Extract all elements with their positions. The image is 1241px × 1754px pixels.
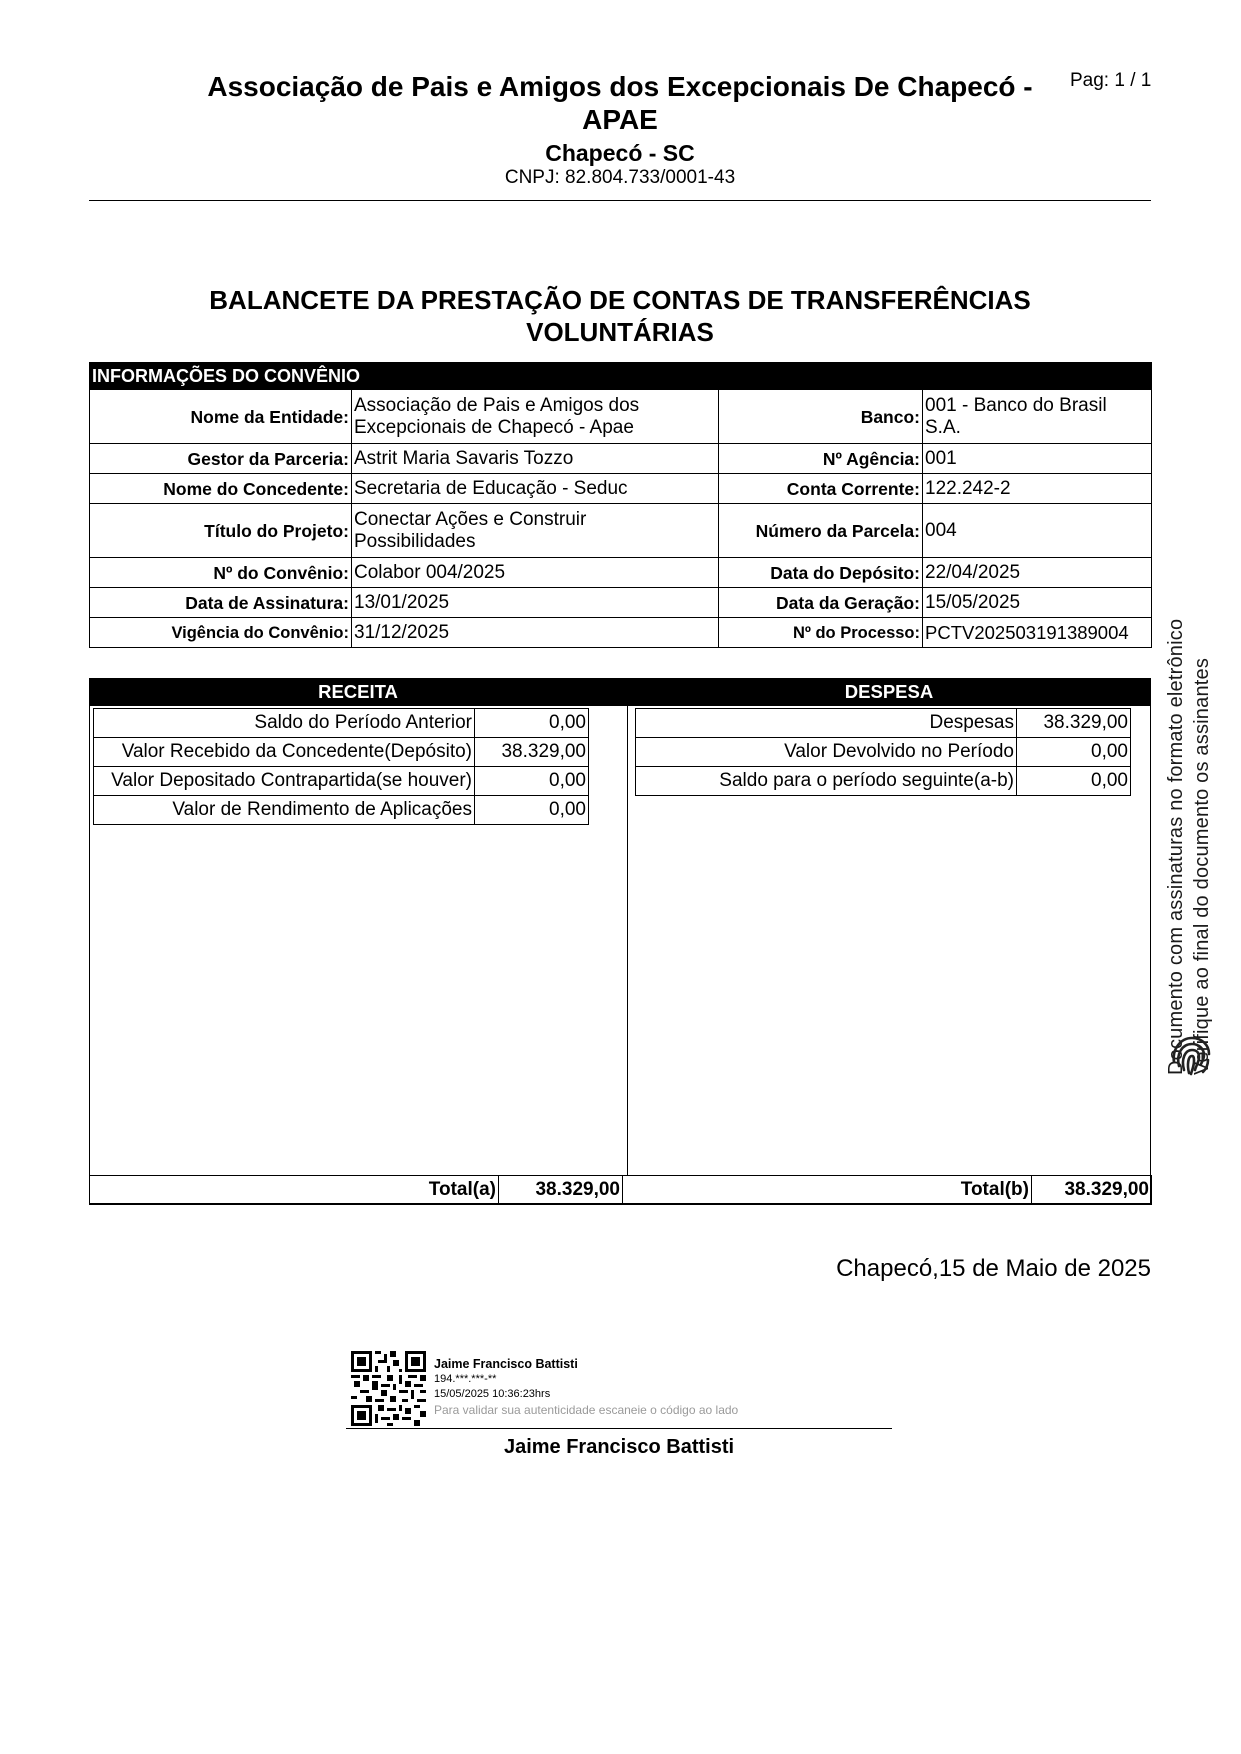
signature-date-label: Data de Assinatura: [90, 588, 352, 618]
org-name-line2: APAE [582, 104, 658, 135]
bank-value [923, 390, 1152, 444]
revenue-label: Saldo do Período Anterior [94, 709, 475, 738]
entity-name-label: Nome da Entidade: [90, 390, 352, 444]
account-label: Conta Corrente: [719, 474, 923, 504]
revenue-row [94, 796, 589, 825]
validity-label: Vigência do Convênio: [90, 618, 352, 648]
project-title-line1: Conectar Ações e Construir [354, 508, 587, 530]
total-a-label: Total(a) [90, 1176, 499, 1205]
entity-name-value [352, 390, 719, 444]
expense-value: 0,00 [1017, 738, 1131, 767]
expense-row [636, 738, 1131, 767]
expense-row [636, 709, 1131, 738]
validity-value: 31/12/2025 [352, 618, 719, 648]
bank-label: Banco: [719, 390, 923, 444]
total-b-value: 38.329,00 [1032, 1176, 1152, 1205]
bank-line1: 001 - Banco do Brasil [925, 394, 1107, 416]
signer-name: Jaime Francisco Battisti [503, 1436, 735, 1458]
expense-header: DESPESA [844, 681, 934, 702]
organization-name [180, 70, 1060, 136]
expense-table [635, 708, 1131, 796]
grantor-label: Nome do Concedente: [90, 474, 352, 504]
partnership-manager-label: Gestor da Parceria: [90, 444, 352, 474]
revenue-row [94, 709, 589, 738]
total-a-value: 38.329,00 [499, 1176, 623, 1205]
generation-date-value: 15/05/2025 [923, 588, 1152, 618]
revenue-label: Valor de Rendimento de Aplicações [94, 796, 475, 825]
total-b-label: Total(b) [623, 1176, 1032, 1205]
city-label: Chapecó - SC [545, 140, 695, 166]
revenue-value: 38.329,00 [475, 738, 589, 767]
agreement-info-table [89, 362, 1152, 648]
expense-label: Valor Devolvido no Período [636, 738, 1017, 767]
signature-datetime: 15/05/2025 10:36:23hrs [434, 1388, 551, 1400]
bank-line2: S.A. [925, 416, 961, 438]
generation-date-label: Data da Geração: [719, 588, 923, 618]
totals-row [89, 1175, 1152, 1205]
page-number: Pag: 1 / 1 [1070, 70, 1152, 91]
signer-id: 194.***.***-** [434, 1373, 497, 1385]
stamp-line1: Documento com assinaturas no formato eletrônico [1165, 618, 1187, 1075]
header-divider [89, 200, 1151, 201]
installment-label: Número da Parcela: [719, 504, 923, 558]
agency-value: 001 [923, 444, 1152, 474]
process-number-label: Nº do Processo: [719, 618, 923, 648]
agreement-number-label: Nº do Convênio: [90, 558, 352, 588]
agreement-info-header: INFORMAÇÕES DO CONVÊNIO [90, 363, 1152, 390]
project-title-value [352, 504, 719, 558]
revenue-value: 0,00 [475, 767, 589, 796]
revenue-label: Valor Recebido da Concedente(Depósito) [94, 738, 475, 767]
revenue-row [94, 767, 589, 796]
document-title [170, 284, 1070, 348]
fingerprint-icon [1168, 1032, 1214, 1078]
revenue-table [93, 708, 589, 825]
expense-value: 38.329,00 [1017, 709, 1131, 738]
revenue-value: 0,00 [475, 709, 589, 738]
revenue-header: RECEITA [318, 681, 398, 702]
revenue-value: 0,00 [475, 796, 589, 825]
process-number-value: PCTV202503191389004 [923, 618, 1152, 648]
validation-note: Para validar sua autenticidade escaneie o código ao lado [434, 1403, 739, 1417]
expense-label: Saldo para o período seguinte(a-b) [636, 767, 1017, 796]
signature-date-value: 13/01/2025 [352, 588, 719, 618]
qr-code-icon [351, 1351, 426, 1426]
document-title-line2: VOLUNTÁRIAS [526, 317, 714, 347]
balance-column-divider [627, 706, 628, 1176]
agency-label: Nº Agência: [719, 444, 923, 474]
entity-name-line2: Excepcionais de Chapecó - Apae [354, 416, 634, 438]
electronic-signature-stamp [1163, 619, 1215, 1075]
entity-name-line1: Associação de Pais e Amigos dos [354, 394, 640, 416]
deposit-date-value: 22/04/2025 [923, 558, 1152, 588]
document-title-line1: BALANCETE DA PRESTAÇÃO DE CONTAS DE TRANSFERÊNCIAS [209, 285, 1031, 315]
grantor-value: Secretaria de Educação - Seduc [352, 474, 719, 504]
project-title-line2: Possibilidades [354, 530, 476, 552]
signature-line [346, 1428, 892, 1429]
project-title-label: Título do Projeto: [90, 504, 352, 558]
org-name-line1: Associação de Pais e Amigos dos Excepcionais De Chapecó - [207, 71, 1033, 102]
account-value: 122.242-2 [923, 474, 1152, 504]
signer-name-small: Jaime Francisco Battisti [434, 1357, 578, 1371]
installment-value: 004 [923, 504, 1152, 558]
partnership-manager-value: Astrit Maria Savaris Tozzo [352, 444, 719, 474]
agreement-number-value: Colabor 004/2025 [352, 558, 719, 588]
balance-header-bar [89, 678, 1151, 706]
revenue-row [94, 738, 589, 767]
revenue-label: Valor Depositado Contrapartida(se houver) [94, 767, 475, 796]
expense-row [636, 767, 1131, 796]
stamp-line2: Verifique ao final do documento os assinantes [1191, 657, 1213, 1075]
expense-value: 0,00 [1017, 767, 1131, 796]
expense-label: Despesas [636, 709, 1017, 738]
place-and-date: Chapecó,15 de Maio de 2025 [836, 1255, 1151, 1282]
deposit-date-label: Data do Depósito: [719, 558, 923, 588]
cnpj-label: CNPJ: 82.804.733/0001-43 [504, 167, 736, 188]
